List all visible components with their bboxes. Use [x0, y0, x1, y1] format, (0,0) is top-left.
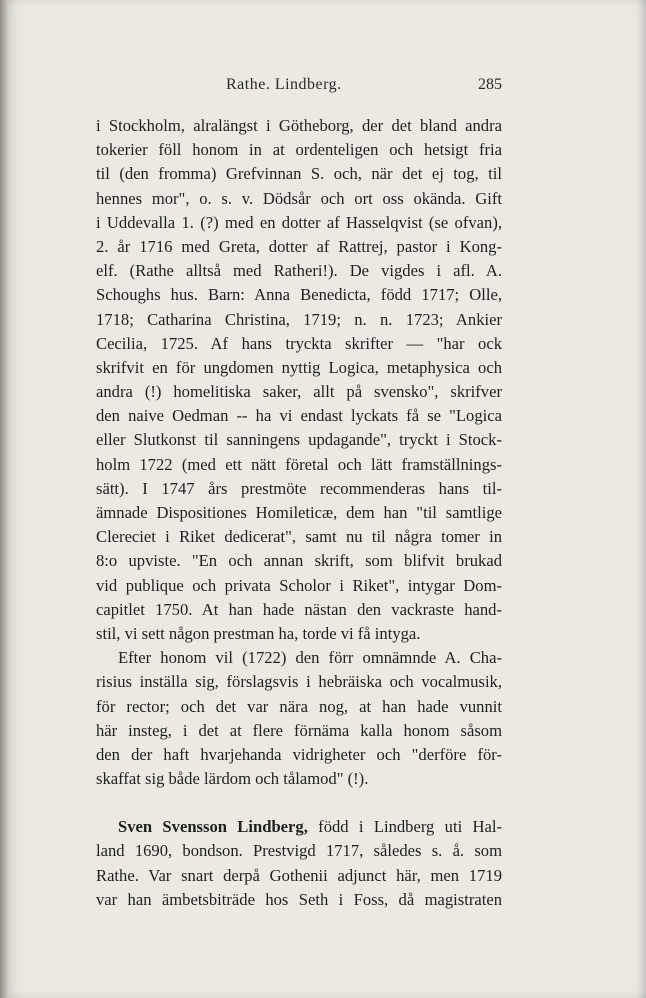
text-line: andra (!) homelitiska saker, allt på svensko", skrifver — [96, 382, 502, 402]
text-line: var han ämbetsbiträde hos Seth i Foss, då magistraten — [96, 889, 502, 909]
text-line: land 1690, bondson. Prestvigd 1717, således s. å. som — [96, 841, 502, 861]
paragraph-3 — [96, 815, 502, 912]
text-line: hennes mor", o. s. v. Dödsår och ort oss okända. Gift — [96, 188, 502, 208]
text-line: här insteg, i det at flere förnäma kalla honom såsom — [96, 720, 502, 740]
paragraph-gap — [96, 791, 502, 815]
text-line: ämnade Dispositiones Homileticæ, dem han "til samtlige — [96, 503, 502, 522]
page-number: 285 — [478, 76, 502, 93]
paragraph-1 — [96, 114, 502, 646]
text-line: Efter honom vil (1722) den förr omnämnde A. Cha- — [118, 648, 502, 668]
text-line: 2. år 1716 med Greta, dotter af Rattrej, pastor i Kong- — [96, 236, 502, 256]
text-line: för rector; och det var nära nog, at han hade vunnit — [96, 696, 502, 716]
text-line: til (den fromma) Grefvinnan S. och, när det ej tog, til — [96, 164, 502, 184]
text-line: den naive Oedman -- ha vi endast lyckats få se "Logica — [96, 406, 502, 426]
text-line: 1718; Catharina Christina, 1719; n. n. 1723; Ankier — [96, 309, 502, 329]
text-line: den der haft hvarjehanda vidrigheter och "derföre för- — [96, 744, 502, 764]
text-line: Rathe. Var snart derpå Gothenii adjunct här, men 1719 — [96, 865, 502, 885]
text-line: tokerier föll honom in at ordenteligen och hetsigt fria — [96, 140, 502, 160]
text-line: vid publique och privata Scholor i Riket", intygar Dom- — [96, 575, 502, 595]
text-line: eller Slutkonst til sanningens updagande", tryckt i Stock- — [96, 430, 502, 450]
text-line: Cecilia, 1725. Af hans tryckta skrifter — "har ock — [96, 333, 502, 353]
paragraph-2 — [96, 646, 502, 791]
page-binding-edge — [0, 0, 8, 998]
text-line — [96, 815, 502, 839]
text-line: skaffat sig både lärdom och tålamod" (!). — [96, 769, 369, 789]
text-line: stil, vi sett någon prestman ha, torde vi få intyga. — [96, 623, 421, 643]
text-line: holm 1722 (med ett nätt företal och lätt framställnings- — [96, 454, 502, 474]
text-line: Clereciet i Riket dedicerat", samt nu til några tomer in — [96, 527, 502, 547]
text-line: risius inställa sig, förslagsvis i hebräiska och vocalmusik, — [96, 672, 502, 692]
text-line: skrifvit en för ungdomen nyttig Logica, metaphysica och — [96, 357, 502, 377]
body-text — [96, 114, 502, 912]
entry-name: Sven Svensson Lindberg, — [118, 817, 308, 837]
text-line: i Uddevalla 1. (?) med en dotter af Hasselqvist (se ofvan), — [96, 212, 502, 232]
text-line: sätt). I 1747 års prestmöte recommenderas hans til- — [96, 478, 502, 498]
entry-first-line: född i Lindberg uti Hal- — [307, 817, 502, 837]
text-line: 8:o upviste. "En och annan skrift, som blifvit brukad — [96, 551, 502, 571]
text-line: elf. (Rathe alltså med Ratheri!). De vigdes i afl. A. — [96, 261, 502, 281]
text-line: i Stockholm, alralängst i Götheborg, der det bland andra — [96, 116, 502, 135]
page-header — [96, 76, 502, 100]
text-line: capitlet 1750. At han hade nästan den vackraste hand- — [96, 599, 502, 619]
text-line: Schoughs hus. Barn: Anna Benedicta, född 1717; Olle, — [96, 285, 502, 305]
running-title: Rathe. Lindberg. — [226, 76, 342, 93]
